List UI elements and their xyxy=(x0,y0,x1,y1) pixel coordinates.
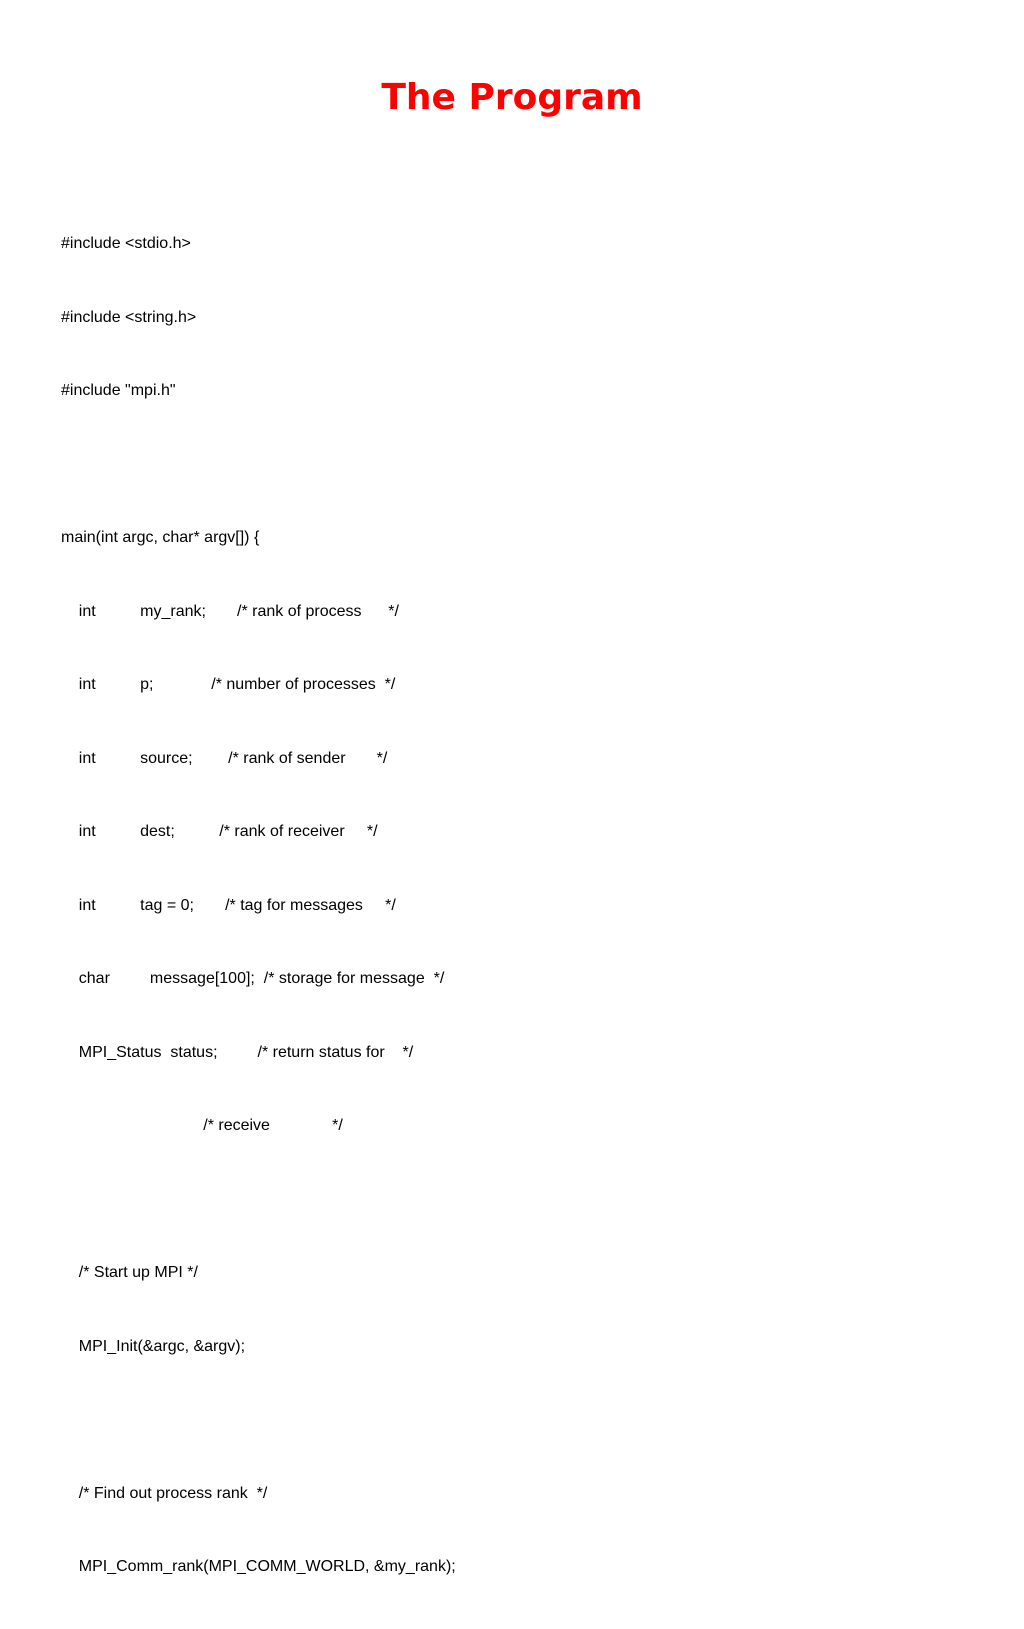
code-line xyxy=(61,1188,456,1213)
code-line: int source; /* rank of sender */ xyxy=(61,749,388,767)
code-line xyxy=(61,453,456,478)
code-line: int my_rank; /* rank of process */ xyxy=(61,602,399,620)
code-line: MPI_Init(&argc, &argv); xyxy=(61,1337,246,1355)
code-line: int p; /* number of processes */ xyxy=(61,676,396,693)
code-line: MPI_Comm_rank(MPI_COMM_WORLD, &my_rank); xyxy=(61,1558,456,1575)
code-line: /* Find out process rank */ xyxy=(61,1484,268,1502)
code-line: /* receive */ xyxy=(61,1117,343,1134)
code-line: main(int argc, char* argv[]) { xyxy=(61,529,260,546)
code-block xyxy=(61,183,456,1629)
code-line: MPI_Status status; /* return status for */ xyxy=(61,1043,414,1061)
code-line: int dest; /* rank of receiver */ xyxy=(61,823,378,840)
code-line: #include "mpi.h" xyxy=(61,382,176,399)
code-line: #include <string.h> xyxy=(61,308,197,326)
code-line: char message[100]; /* storage for message */ xyxy=(61,970,445,987)
code-line: #include <stdio.h> xyxy=(61,235,191,252)
code-line: /* Start up MPI */ xyxy=(61,1264,198,1281)
code-line: int tag = 0; /* tag for messages */ xyxy=(61,896,396,914)
code-line xyxy=(61,1408,456,1433)
slide-title: The Program xyxy=(381,77,643,118)
